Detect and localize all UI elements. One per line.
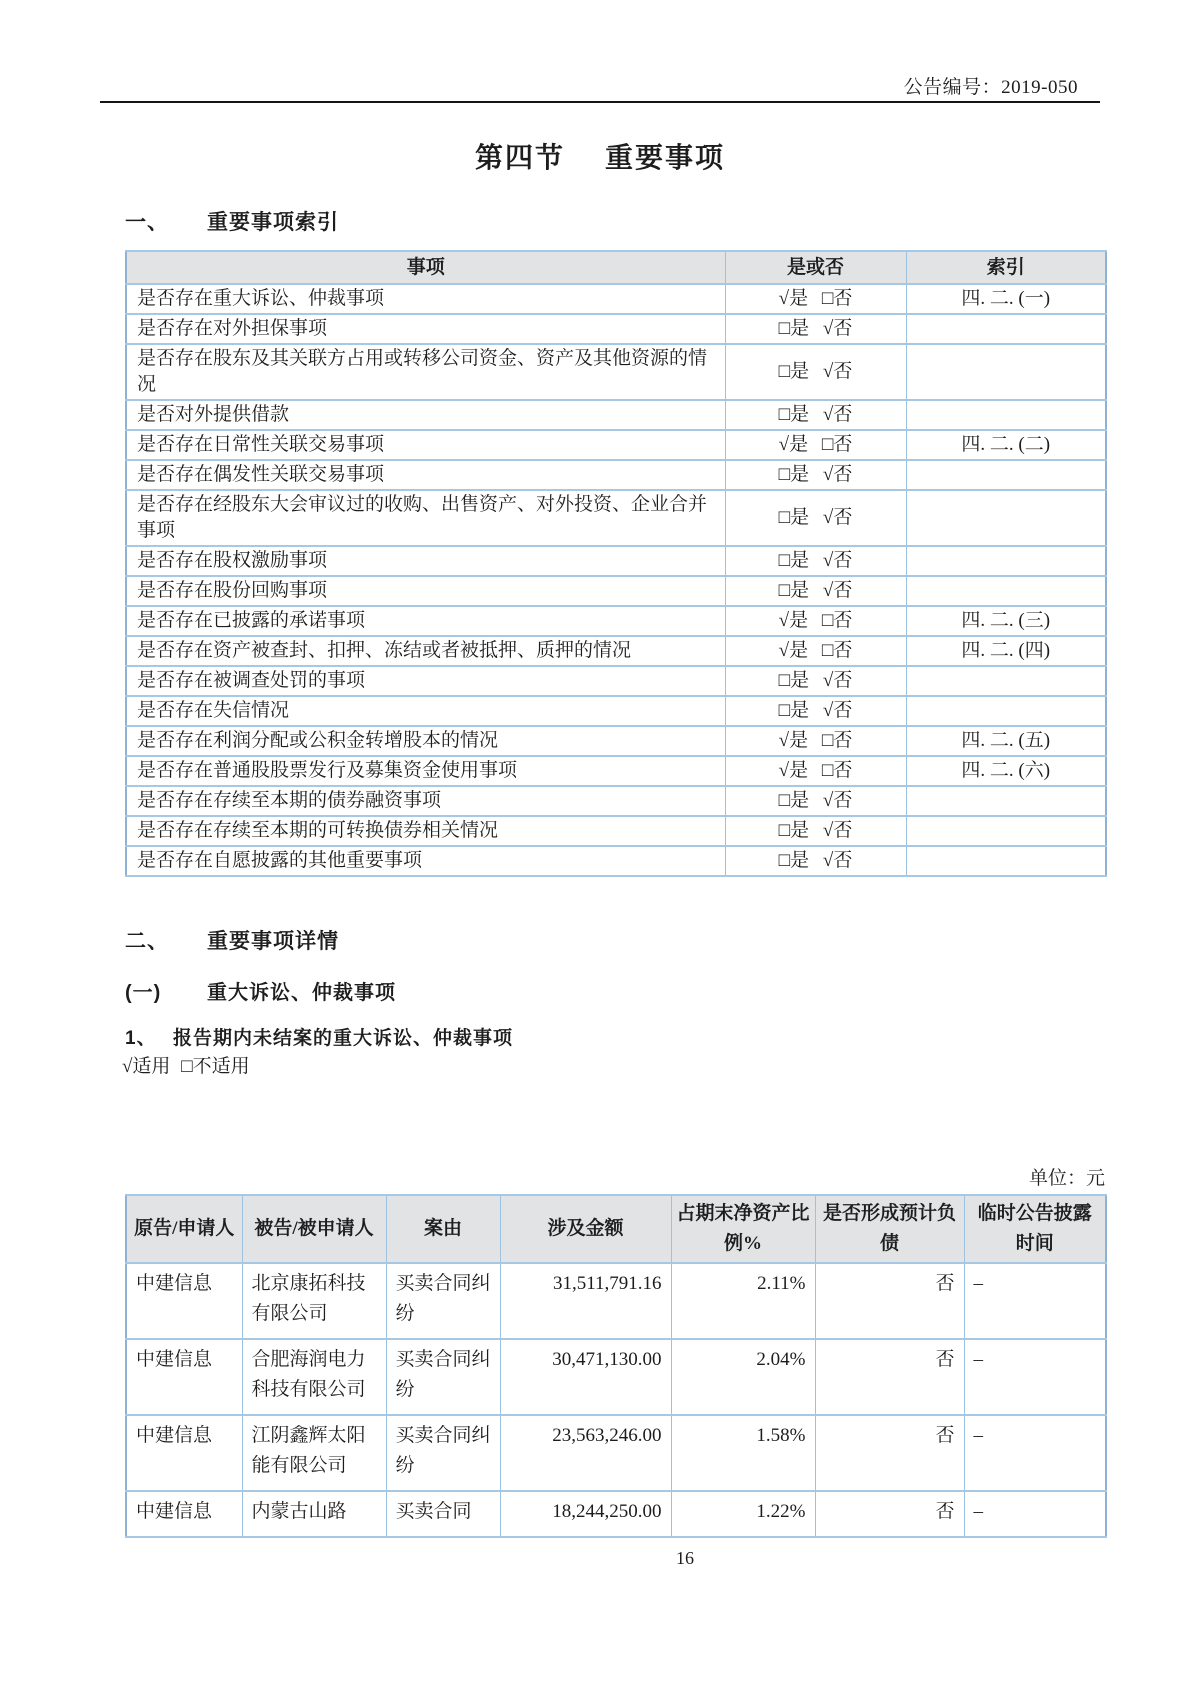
- sub-heading-title: 重大诉讼、仲裁事项: [207, 982, 396, 1004]
- litigation-details-table: [125, 1194, 1107, 1538]
- matter-cell: 是否存在被调查处罚的事项: [126, 666, 725, 696]
- plaintiff-cell: 中建信息: [126, 1339, 242, 1415]
- defendant-cell: 江阴鑫辉太阳能有限公司: [242, 1415, 386, 1491]
- litigation-table-row: [126, 1491, 1106, 1537]
- index-table-row: [126, 786, 1106, 816]
- unit-label: 单位：元: [1028, 1168, 1105, 1189]
- sub-heading-litigation: [125, 976, 396, 1005]
- estimated-liability-cell: 否: [815, 1339, 964, 1415]
- column-header: 索引: [906, 251, 1106, 284]
- plaintiff-cell: 中建信息: [126, 1491, 242, 1537]
- column-header: 案由: [386, 1195, 500, 1263]
- litigation-table-row: [126, 1415, 1106, 1491]
- section-title: 重要事项索引: [207, 211, 339, 234]
- estimated-liability-cell: 否: [815, 1491, 964, 1537]
- index-table-row: [126, 284, 1106, 314]
- disclosure-time-cell: –: [964, 1339, 1106, 1415]
- index-table-body: [126, 284, 1106, 876]
- yes-no-checkbox-cell: √是 □否: [725, 606, 906, 636]
- sub-heading-number: (一): [125, 982, 162, 1004]
- matter-cell: 是否存在存续至本期的债券融资事项: [126, 786, 725, 816]
- index-ref-cell: 四. 二. (三): [906, 606, 1106, 636]
- net-asset-ratio-cell: 2.04%: [671, 1339, 815, 1415]
- litigation-table-row: [126, 1339, 1106, 1415]
- column-header: 是否形成预计负债: [815, 1195, 964, 1263]
- document-title-part-name: 重要事项: [605, 142, 726, 173]
- index-ref-cell: [906, 816, 1106, 846]
- important-matters-index-table: [125, 250, 1107, 877]
- yes-no-checkbox-cell: □是 √否: [725, 576, 906, 606]
- index-table-row: [126, 400, 1106, 430]
- yes-no-checkbox-cell: □是 √否: [725, 344, 906, 400]
- matter-cell: 是否存在重大诉讼、仲裁事项: [126, 284, 725, 314]
- index-ref-cell: [906, 344, 1106, 400]
- index-table-row: [126, 576, 1106, 606]
- index-table-row: [126, 490, 1106, 546]
- estimated-liability-cell: 否: [815, 1415, 964, 1491]
- index-table-row: [126, 460, 1106, 490]
- index-ref-cell: [906, 546, 1106, 576]
- index-ref-cell: [906, 666, 1106, 696]
- yes-no-checkbox-cell: □是 √否: [725, 696, 906, 726]
- index-ref-cell: 四. 二. (五): [906, 726, 1106, 756]
- yes-no-checkbox-cell: □是 √否: [725, 314, 906, 344]
- amount-cell: 18,244,250.00: [500, 1491, 671, 1537]
- column-header: 涉及金额: [500, 1195, 671, 1263]
- estimated-liability-cell: 否: [815, 1263, 964, 1339]
- defendant-cell: 北京康拓科技有限公司: [242, 1263, 386, 1339]
- document-title: [0, 136, 1200, 176]
- column-header: 临时公告披露时间: [964, 1195, 1106, 1263]
- index-table-header-row: [126, 251, 1106, 284]
- matter-cell: 是否对外提供借款: [126, 400, 725, 430]
- yes-no-checkbox-cell: □是 √否: [725, 546, 906, 576]
- cause-cell: 买卖合同纠纷: [386, 1415, 500, 1491]
- cause-cell: 买卖合同纠纷: [386, 1263, 500, 1339]
- index-table-row: [126, 636, 1106, 666]
- matter-cell: 是否存在经股东大会审议过的收购、出售资产、对外投资、企业合并事项: [126, 490, 725, 546]
- index-table-row: [126, 546, 1106, 576]
- cause-cell: 买卖合同: [386, 1491, 500, 1537]
- section-heading-index: [125, 206, 339, 236]
- matter-cell: 是否存在存续至本期的可转换债券相关情况: [126, 816, 725, 846]
- section-number: 一、: [125, 211, 169, 234]
- matter-cell: 是否存在偶发性关联交易事项: [126, 460, 725, 490]
- net-asset-ratio-cell: 2.11%: [671, 1263, 815, 1339]
- index-ref-cell: [906, 696, 1106, 726]
- net-asset-ratio-cell: 1.58%: [671, 1415, 815, 1491]
- yes-no-checkbox-cell: √是 □否: [725, 756, 906, 786]
- amount-cell: 31,511,791.16: [500, 1263, 671, 1339]
- header-divider: [100, 101, 1100, 103]
- section-heading-details: [125, 925, 339, 955]
- matter-cell: 是否存在失信情况: [126, 696, 725, 726]
- yes-no-checkbox-cell: □是 √否: [725, 460, 906, 490]
- matter-cell: 是否存在自愿披露的其他重要事项: [126, 846, 725, 876]
- yes-no-checkbox-cell: √是 □否: [725, 430, 906, 460]
- index-ref-cell: 四. 二. (一): [906, 284, 1106, 314]
- yes-no-checkbox-cell: √是 □否: [725, 726, 906, 756]
- index-table-row: [126, 816, 1106, 846]
- litigation-table-header-row: [126, 1195, 1106, 1263]
- index-table-row: [126, 756, 1106, 786]
- matter-cell: 是否存在日常性关联交易事项: [126, 430, 725, 460]
- index-table-row: [126, 430, 1106, 460]
- amount-cell: 23,563,246.00: [500, 1415, 671, 1491]
- column-header: 事项: [126, 251, 725, 284]
- column-header: 被告/被申请人: [242, 1195, 386, 1263]
- yes-no-checkbox-cell: □是 √否: [725, 490, 906, 546]
- litigation-table-body: [126, 1263, 1106, 1537]
- litigation-table-row: [126, 1263, 1106, 1339]
- announcement-number: 公告编号：2019-050: [903, 77, 1078, 98]
- index-table-row: [126, 344, 1106, 400]
- matter-cell: 是否存在利润分配或公积金转增股本的情况: [126, 726, 725, 756]
- amount-cell: 30,471,130.00: [500, 1339, 671, 1415]
- plaintiff-cell: 中建信息: [126, 1263, 242, 1339]
- index-ref-cell: 四. 二. (四): [906, 636, 1106, 666]
- item-number: 1、: [125, 1028, 157, 1049]
- defendant-cell: 合肥海润电力科技有限公司: [242, 1339, 386, 1415]
- matter-cell: 是否存在股东及其关联方占用或转移公司资金、资产及其他资源的情况: [126, 344, 725, 400]
- index-table-row: [126, 606, 1106, 636]
- yes-no-checkbox-cell: □是 √否: [725, 666, 906, 696]
- index-ref-cell: [906, 786, 1106, 816]
- index-ref-cell: [906, 846, 1106, 876]
- item-heading-pending-litigation: [125, 1023, 513, 1050]
- index-ref-cell: 四. 二. (二): [906, 430, 1106, 460]
- disclosure-time-cell: –: [964, 1263, 1106, 1339]
- column-header: 占期末净资产比例%: [671, 1195, 815, 1263]
- yes-no-checkbox-cell: √是 □否: [725, 284, 906, 314]
- column-header: 原告/申请人: [126, 1195, 242, 1263]
- index-ref-cell: [906, 400, 1106, 430]
- yes-no-checkbox-cell: □是 √否: [725, 816, 906, 846]
- column-header: 是或否: [725, 251, 906, 284]
- matter-cell: 是否存在股权激励事项: [126, 546, 725, 576]
- defendant-cell: 内蒙古山路: [242, 1491, 386, 1537]
- matter-cell: 是否存在股份回购事项: [126, 576, 725, 606]
- yes-no-checkbox-cell: □是 √否: [725, 786, 906, 816]
- index-table-row: [126, 666, 1106, 696]
- cause-cell: 买卖合同纠纷: [386, 1339, 500, 1415]
- disclosure-time-cell: –: [964, 1491, 1106, 1537]
- index-ref-cell: [906, 490, 1106, 546]
- yes-no-checkbox-cell: □是 √否: [725, 846, 906, 876]
- index-table-row: [126, 314, 1106, 344]
- matter-cell: 是否存在对外担保事项: [126, 314, 725, 344]
- section-number: 二、: [125, 930, 169, 953]
- disclosure-time-cell: –: [964, 1415, 1106, 1491]
- yes-no-checkbox-cell: √是 □否: [725, 636, 906, 666]
- matter-cell: 是否存在已披露的承诺事项: [126, 606, 725, 636]
- index-table-row: [126, 726, 1106, 756]
- plaintiff-cell: 中建信息: [126, 1415, 242, 1491]
- yes-no-checkbox-cell: □是 √否: [725, 400, 906, 430]
- page-number: 16: [676, 1548, 694, 1568]
- item-title: 报告期内未结案的重大诉讼、仲裁事项: [173, 1028, 514, 1049]
- document-title-part-no: 第四节: [474, 142, 565, 173]
- applicability-checkboxes: √适用 □不适用: [122, 1056, 250, 1077]
- index-ref-cell: [906, 576, 1106, 606]
- matter-cell: 是否存在普通股股票发行及募集资金使用事项: [126, 756, 725, 786]
- section-title: 重要事项详情: [207, 930, 339, 953]
- index-ref-cell: [906, 460, 1106, 490]
- index-table-row: [126, 696, 1106, 726]
- index-table-row: [126, 846, 1106, 876]
- matter-cell: 是否存在资产被查封、扣押、冻结或者被抵押、质押的情况: [126, 636, 725, 666]
- index-ref-cell: [906, 314, 1106, 344]
- net-asset-ratio-cell: 1.22%: [671, 1491, 815, 1537]
- index-ref-cell: 四. 二. (六): [906, 756, 1106, 786]
